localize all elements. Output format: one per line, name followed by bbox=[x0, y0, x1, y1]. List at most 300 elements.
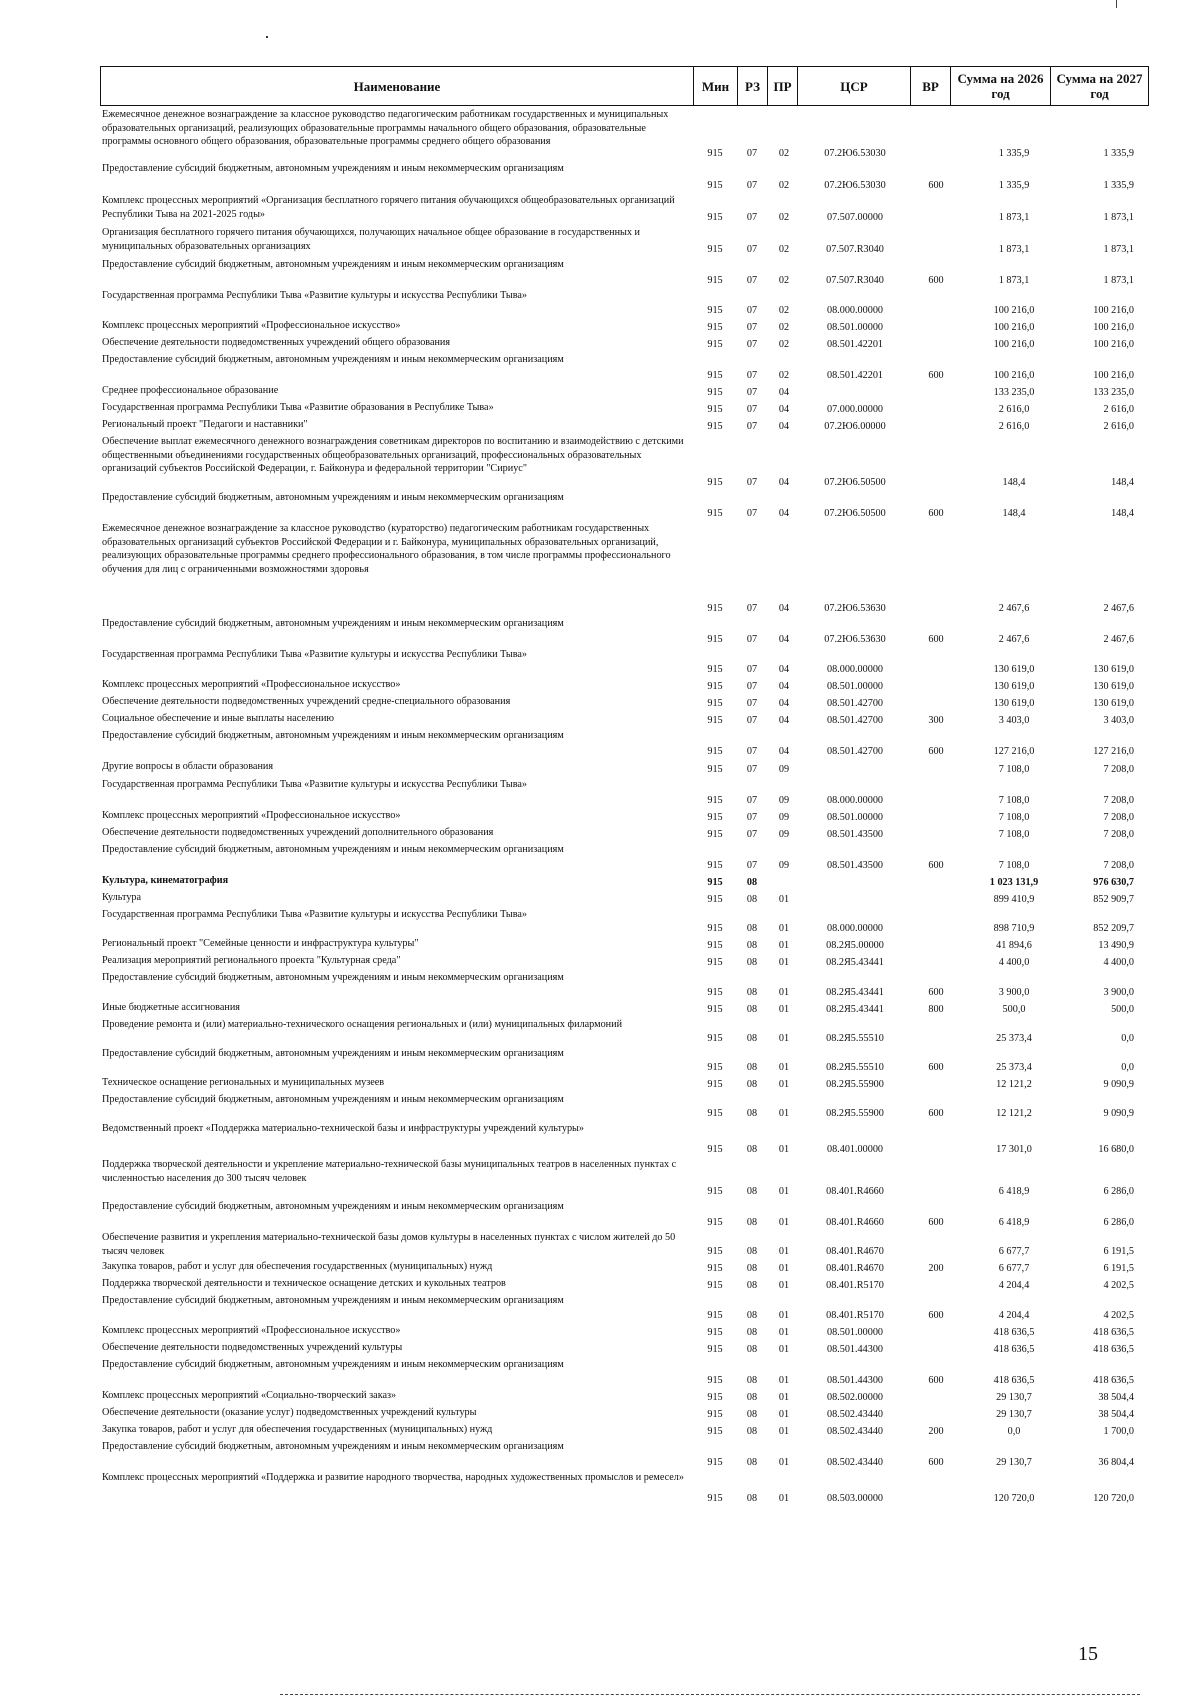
cell-rz: 08 bbox=[746, 1032, 758, 1044]
cell-s26: 12 121,2 bbox=[996, 1078, 1032, 1090]
table-row bbox=[100, 108, 1148, 162]
cell-pr: 09 bbox=[778, 811, 790, 823]
cell-name: Предоставление субсидий бюджетным, автономным учреждениям и иным некоммерческим организациям bbox=[102, 1295, 564, 1306]
table-row bbox=[100, 226, 1148, 258]
cell-rz: 08 bbox=[746, 956, 758, 968]
table-row bbox=[100, 1294, 1148, 1324]
table-row bbox=[100, 1440, 1148, 1471]
cell-pr: 09 bbox=[778, 828, 790, 840]
cell-rz: 07 bbox=[746, 745, 758, 757]
cell-min: 915 bbox=[707, 1143, 723, 1155]
cell-min: 915 bbox=[707, 794, 723, 806]
cell-s27: 7 208,0 bbox=[1103, 828, 1134, 840]
cell-rz: 08 bbox=[746, 893, 758, 905]
cell-min: 915 bbox=[707, 1078, 723, 1090]
cell-s26: 12 121,2 bbox=[996, 1107, 1032, 1119]
cell-s26: 7 108,0 bbox=[998, 811, 1030, 823]
cell-name: Обеспечение деятельности подведомственных учреждений общего образования bbox=[102, 337, 451, 348]
cell-s27: 4 400,0 bbox=[1103, 956, 1134, 968]
table-row bbox=[100, 1423, 1148, 1440]
table-row bbox=[100, 908, 1148, 937]
cell-s27: 36 804,4 bbox=[1098, 1456, 1134, 1468]
table-row bbox=[100, 435, 1148, 491]
cell-name: Комплекс процессных мероприятий «Профессиональное искусство» bbox=[102, 810, 401, 821]
table-body bbox=[100, 108, 1148, 1507]
table-row bbox=[100, 760, 1148, 778]
table-row bbox=[100, 695, 1148, 712]
cell-pr: 02 bbox=[778, 304, 790, 316]
cell-min: 915 bbox=[707, 274, 723, 286]
cell-s27: 148,4 bbox=[1111, 507, 1134, 519]
cell-vr: 600 bbox=[928, 1216, 944, 1228]
cell-csr: 08.502.43440 bbox=[826, 1425, 884, 1437]
cell-s26: 25 373,4 bbox=[996, 1061, 1032, 1073]
cell-csr: 08.2Я5.55510 bbox=[826, 1061, 884, 1073]
cell-s27: 2 616,0 bbox=[1103, 420, 1134, 432]
table-row bbox=[100, 729, 1148, 760]
table-row bbox=[100, 1122, 1148, 1158]
cell-s26: 2 467,6 bbox=[998, 633, 1030, 645]
cell-rz: 08 bbox=[746, 1425, 758, 1437]
cell-csr: 08.501.42700 bbox=[826, 745, 884, 757]
header-vr: ВР bbox=[911, 67, 951, 106]
cell-vr: 600 bbox=[928, 1456, 944, 1468]
cell-csr: 08.502.43440 bbox=[826, 1456, 884, 1468]
cell-s27: 6 286,0 bbox=[1103, 1185, 1134, 1197]
cell-s27: 100 216,0 bbox=[1093, 338, 1134, 350]
cell-rz: 08 bbox=[746, 1456, 758, 1468]
cell-s27: 100 216,0 bbox=[1093, 369, 1134, 381]
cell-pr: 01 bbox=[778, 893, 790, 905]
table-row bbox=[100, 874, 1148, 891]
cell-vr: 800 bbox=[928, 1003, 944, 1015]
cell-min: 915 bbox=[707, 859, 723, 871]
cell-rz: 08 bbox=[746, 1078, 758, 1090]
cell-min: 915 bbox=[707, 1061, 723, 1073]
cell-s27: 127 216,0 bbox=[1093, 745, 1134, 757]
cell-min: 915 bbox=[707, 811, 723, 823]
cell-rz: 07 bbox=[746, 179, 758, 191]
cell-csr: 08.501.43500 bbox=[826, 828, 884, 840]
cell-min: 915 bbox=[707, 763, 723, 775]
cell-pr: 01 bbox=[778, 1107, 790, 1119]
table-row bbox=[100, 522, 1148, 617]
cell-s26: 120 720,0 bbox=[993, 1492, 1035, 1504]
cell-name: Предоставление субсидий бюджетным, автономным учреждениям и иным некоммерческим организациям bbox=[102, 618, 564, 629]
cell-pr: 01 bbox=[778, 1425, 790, 1437]
cell-s27: 852 909,7 bbox=[1093, 893, 1134, 905]
cell-rz: 08 bbox=[746, 1279, 758, 1291]
cell-name: Предоставление субсидий бюджетным, автономным учреждениям и иным некоммерческим организациям bbox=[102, 354, 564, 365]
table-row bbox=[100, 1389, 1148, 1406]
cell-s26: 1 873,1 bbox=[998, 274, 1030, 286]
cell-vr: 600 bbox=[928, 745, 944, 757]
cell-rz: 07 bbox=[746, 828, 758, 840]
cell-s27: 120 720,0 bbox=[1093, 1492, 1134, 1504]
cell-csr: 07.507.00000 bbox=[826, 211, 884, 223]
cell-s27: 1 873,1 bbox=[1103, 211, 1134, 223]
table-row bbox=[100, 1093, 1148, 1122]
cell-rz: 07 bbox=[746, 338, 758, 350]
cell-pr: 01 bbox=[778, 1391, 790, 1403]
cell-rz: 07 bbox=[746, 243, 758, 255]
cell-pr: 04 bbox=[778, 663, 790, 675]
cell-min: 915 bbox=[707, 386, 723, 398]
cell-rz: 07 bbox=[746, 420, 758, 432]
table-row bbox=[100, 418, 1148, 435]
cell-rz: 07 bbox=[746, 811, 758, 823]
cell-csr: 08.2Я5.55510 bbox=[826, 1032, 884, 1044]
cell-name: Комплекс процессных мероприятий «Поддержка и развитие народного творчества, народных художественных промыслов и ремесел» bbox=[102, 1472, 684, 1483]
cell-min: 915 bbox=[707, 321, 723, 333]
table-row bbox=[100, 809, 1148, 826]
cell-min: 915 bbox=[707, 745, 723, 757]
cell-min: 915 bbox=[707, 403, 723, 415]
cell-min: 915 bbox=[707, 1425, 723, 1437]
cell-s26: 100 216,0 bbox=[993, 338, 1035, 350]
cell-min: 915 bbox=[707, 1245, 723, 1257]
cell-min: 915 bbox=[707, 633, 723, 645]
cell-s26: 1 873,1 bbox=[998, 243, 1030, 255]
cell-rz: 07 bbox=[746, 602, 758, 614]
cell-csr: 08.501.42201 bbox=[826, 369, 884, 381]
cell-s26: 1 873,1 bbox=[998, 211, 1030, 223]
cell-csr: 08.401.R4670 bbox=[826, 1245, 884, 1257]
cell-min: 915 bbox=[707, 602, 723, 614]
table-row bbox=[100, 194, 1148, 226]
cell-s27: 38 504,4 bbox=[1098, 1391, 1134, 1403]
cell-pr: 04 bbox=[778, 602, 790, 614]
cell-csr: 07.2Ю6.53030 bbox=[824, 147, 886, 159]
cell-csr: 08.000.00000 bbox=[826, 304, 884, 316]
cell-name: Государственная программа Республики Тыва «Развитие культуры и искусства Республики Тыва» bbox=[102, 779, 528, 790]
cell-s26: 148,4 bbox=[1002, 476, 1026, 488]
cell-name: Ежемесячное денежное вознаграждение за классное руководство (кураторство) педагогическим работникам государственных образовательных организаций субъектов Российской Федерации и г. Байконура, муниципальных образовательных организаций, реализующих образовательные программы среднего профессионального образования, в том числе программы профессионального обучения для лиц с ограниченными возможностями здоровья bbox=[102, 523, 671, 575]
table-header bbox=[100, 66, 1148, 106]
table-row bbox=[100, 258, 1148, 289]
table-row bbox=[100, 1047, 1148, 1076]
cell-csr: 08.000.00000 bbox=[826, 663, 884, 675]
cell-name: Ежемесячное денежное вознаграждение за классное руководство педагогическим работникам государственных и муниципальных образовательных организаций, реализующих образовательные программы начального общего образования, образовательные программы основного общего образования, образовательные программы среднего общего образования bbox=[102, 109, 669, 147]
cell-rz: 08 bbox=[746, 1262, 758, 1274]
cell-rz: 07 bbox=[746, 274, 758, 286]
cell-rz: 07 bbox=[746, 697, 758, 709]
cell-min: 915 bbox=[707, 243, 723, 255]
cell-vr: 200 bbox=[928, 1425, 944, 1437]
cell-rz: 08 bbox=[746, 939, 758, 951]
cell-rz: 08 bbox=[746, 1143, 758, 1155]
cell-rz: 07 bbox=[746, 321, 758, 333]
table-row bbox=[100, 954, 1148, 971]
cell-min: 915 bbox=[707, 697, 723, 709]
cell-pr: 01 bbox=[778, 1456, 790, 1468]
cell-pr: 02 bbox=[778, 274, 790, 286]
cell-s27: 130 619,0 bbox=[1093, 680, 1134, 692]
cell-min: 915 bbox=[707, 304, 723, 316]
cell-pr: 04 bbox=[778, 476, 790, 488]
cell-csr: 07.2Ю6.50500 bbox=[824, 507, 886, 519]
cell-pr: 02 bbox=[778, 338, 790, 350]
cell-rz: 08 bbox=[746, 1326, 758, 1338]
cell-rz: 07 bbox=[746, 403, 758, 415]
cell-name: Региональный проект "Семейные ценности и инфраструктура культуры" bbox=[102, 938, 419, 949]
cell-s27: 3 900,0 bbox=[1103, 986, 1134, 998]
cell-s27: 500,0 bbox=[1111, 1003, 1134, 1015]
cell-vr: 600 bbox=[928, 633, 944, 645]
cell-name: Закупка товаров, работ и услуг для обеспечения государственных (муниципальных) нужд bbox=[102, 1424, 493, 1435]
cell-min: 915 bbox=[707, 1492, 723, 1504]
cell-name: Обеспечение развития и укрепления материально-технической базы домов культуры в населенных пунктах с числом жителей до 50 тысяч человек bbox=[102, 1232, 676, 1257]
cell-min: 915 bbox=[707, 179, 723, 191]
cell-min: 915 bbox=[707, 1279, 723, 1291]
cell-min: 915 bbox=[707, 1107, 723, 1119]
cell-pr: 02 bbox=[778, 321, 790, 333]
cell-csr: 07.2Ю6.00000 bbox=[824, 420, 886, 432]
cell-rz: 07 bbox=[746, 794, 758, 806]
cell-name: Комплекс процессных мероприятий «Профессиональное искусство» bbox=[102, 1325, 401, 1336]
cell-rz: 07 bbox=[746, 763, 758, 775]
scan-dot bbox=[266, 36, 268, 38]
cell-pr: 04 bbox=[778, 745, 790, 757]
cell-min: 915 bbox=[707, 1216, 723, 1228]
cell-rz: 08 bbox=[746, 986, 758, 998]
cell-s26: 100 216,0 bbox=[993, 369, 1035, 381]
cell-pr: 09 bbox=[778, 763, 790, 775]
cell-s27: 130 619,0 bbox=[1093, 663, 1134, 675]
cell-name: Комплекс процессных мероприятий «Профессиональное искусство» bbox=[102, 320, 401, 331]
cell-min: 915 bbox=[707, 1326, 723, 1338]
cell-rz: 08 bbox=[746, 1185, 758, 1197]
cell-min: 915 bbox=[707, 922, 723, 934]
cell-name: Государственная программа Республики Тыва «Развитие образования в Республике Тыва» bbox=[102, 402, 494, 413]
cell-s26: 899 410,9 bbox=[993, 893, 1035, 905]
cell-pr: 09 bbox=[778, 859, 790, 871]
table-row bbox=[100, 1324, 1148, 1341]
cell-min: 915 bbox=[707, 369, 723, 381]
cell-csr: 07.2Ю6.53630 bbox=[824, 602, 886, 614]
cell-min: 915 bbox=[707, 1456, 723, 1468]
cell-s26: 17 301,0 bbox=[996, 1143, 1032, 1155]
cell-csr: 08.401.R4670 bbox=[826, 1262, 884, 1274]
cell-vr: 600 bbox=[928, 507, 944, 519]
cell-name: Среднее профессиональное образование bbox=[102, 385, 279, 396]
table-row bbox=[100, 1471, 1148, 1507]
cell-name: Поддержка творческой деятельности и техническое оснащение детских и кукольных театров bbox=[102, 1278, 506, 1289]
cell-csr: 08.502.43440 bbox=[826, 1408, 884, 1420]
cell-name: Государственная программа Республики Тыва «Развитие культуры и искусства Республики Тыва» bbox=[102, 290, 528, 301]
cell-s26: 29 130,7 bbox=[996, 1391, 1032, 1403]
cell-s27: 1 335,9 bbox=[1103, 179, 1134, 191]
cell-name: Обеспечение деятельности подведомственных учреждений средне-специального образования bbox=[102, 696, 511, 707]
cell-csr: 08.501.42700 bbox=[826, 697, 884, 709]
cell-name: Предоставление субсидий бюджетным, автономным учреждениям и иным некоммерческим организациям bbox=[102, 730, 564, 741]
table-row bbox=[100, 1018, 1148, 1047]
cell-rz: 08 bbox=[746, 1107, 758, 1119]
cell-min: 915 bbox=[707, 211, 723, 223]
cell-pr: 02 bbox=[778, 369, 790, 381]
cell-pr: 02 bbox=[778, 211, 790, 223]
cell-name: Комплекс процессных мероприятий «Профессиональное искусство» bbox=[102, 679, 401, 690]
cell-name: Предоставление субсидий бюджетным, автономным учреждениям и иным некоммерческим организациям bbox=[102, 1441, 564, 1452]
cell-name: Предоставление субсидий бюджетным, автономным учреждениям и иным некоммерческим организациям bbox=[102, 1201, 564, 1212]
cell-min: 915 bbox=[707, 1391, 723, 1403]
cell-csr: 08.501.42201 bbox=[826, 338, 884, 350]
cell-name: Предоставление субсидий бюджетным, автономным учреждениям и иным некоммерческим организациям bbox=[102, 1094, 564, 1105]
cell-name: Иные бюджетные ассигнования bbox=[102, 1002, 240, 1013]
cell-csr: 07.000.00000 bbox=[826, 403, 884, 415]
cell-csr: 08.501.43500 bbox=[826, 859, 884, 871]
table-row bbox=[100, 1158, 1148, 1200]
table-row bbox=[100, 1277, 1148, 1294]
cell-s26: 1 335,9 bbox=[998, 147, 1030, 159]
cell-rz: 07 bbox=[746, 633, 758, 645]
cell-csr: 07.507.R3040 bbox=[826, 274, 884, 286]
cell-csr: 08.501.42700 bbox=[826, 714, 884, 726]
cell-s27: 6 286,0 bbox=[1103, 1216, 1134, 1228]
cell-csr: 07.507.R3040 bbox=[826, 243, 884, 255]
cell-name: Социальное обеспечение и иные выплаты населению bbox=[102, 713, 335, 724]
cell-s26: 7 108,0 bbox=[998, 828, 1030, 840]
cell-name: Предоставление субсидий бюджетным, автономным учреждениям и иным некоммерческим организациям bbox=[102, 492, 564, 503]
cell-s27: 148,4 bbox=[1111, 476, 1134, 488]
cell-s27: 133 235,0 bbox=[1093, 386, 1134, 398]
cell-s27: 4 202,5 bbox=[1103, 1309, 1134, 1321]
cell-rz: 07 bbox=[746, 211, 758, 223]
cell-rz: 07 bbox=[746, 386, 758, 398]
page-number: 15 bbox=[1078, 1643, 1098, 1665]
cell-pr: 01 bbox=[778, 1032, 790, 1044]
cell-vr: 600 bbox=[928, 179, 944, 191]
cell-name: Другие вопросы в области образования bbox=[102, 761, 274, 772]
table-row bbox=[100, 1001, 1148, 1018]
table-row bbox=[100, 162, 1148, 194]
cell-pr: 04 bbox=[778, 403, 790, 415]
cell-name: Предоставление субсидий бюджетным, автономным учреждениям и иным некоммерческим организациям bbox=[102, 972, 564, 983]
cell-rz: 07 bbox=[746, 476, 758, 488]
cell-pr: 01 bbox=[778, 1262, 790, 1274]
cell-rz: 08 bbox=[746, 1343, 758, 1355]
cell-s26: 7 108,0 bbox=[998, 763, 1030, 775]
cell-name: Комплекс процессных мероприятий «Социально-творческий заказ» bbox=[102, 1390, 397, 1401]
cell-csr: 08.501.00000 bbox=[826, 811, 884, 823]
cell-csr: 08.000.00000 bbox=[826, 794, 884, 806]
cell-min: 915 bbox=[707, 1408, 723, 1420]
cell-pr: 04 bbox=[778, 633, 790, 645]
header-sum-2026: Сумма на 2026 год bbox=[951, 67, 1051, 106]
cell-name: Предоставление субсидий бюджетным, автономным учреждениям и иным некоммерческим организациям bbox=[102, 259, 564, 270]
cell-name: Культура, кинематография bbox=[102, 875, 229, 886]
cell-s26: 100 216,0 bbox=[993, 304, 1035, 316]
header-rz: РЗ bbox=[738, 67, 768, 106]
cell-s26: 7 108,0 bbox=[998, 859, 1030, 871]
cell-name: Техническое оснащение региональных и муниципальных музеев bbox=[102, 1077, 385, 1088]
cell-s27: 9 090,9 bbox=[1103, 1078, 1134, 1090]
table-row bbox=[100, 971, 1148, 1001]
table-row bbox=[100, 617, 1148, 648]
cell-csr: 08.2Я5.43441 bbox=[826, 956, 884, 968]
table-row bbox=[100, 826, 1148, 843]
cell-vr: 600 bbox=[928, 859, 944, 871]
cell-min: 915 bbox=[707, 1374, 723, 1386]
cell-s27: 4 202,5 bbox=[1103, 1279, 1134, 1291]
cell-pr: 04 bbox=[778, 714, 790, 726]
cell-min: 915 bbox=[707, 147, 723, 159]
cell-s26: 4 204,4 bbox=[998, 1279, 1030, 1291]
cell-name: Предоставление субсидий бюджетным, автономным учреждениям и иным некоммерческим организациям bbox=[102, 1048, 564, 1059]
cell-s26: 418 636,5 bbox=[993, 1326, 1035, 1338]
cell-rz: 08 bbox=[746, 1003, 758, 1015]
cell-csr: 08.501.00000 bbox=[826, 1326, 884, 1338]
cell-csr: 07.2Ю6.53030 bbox=[824, 179, 886, 191]
table-row bbox=[100, 1341, 1148, 1358]
cell-s26: 6 677,7 bbox=[998, 1262, 1030, 1274]
cell-min: 915 bbox=[707, 1185, 723, 1197]
cell-name: Предоставление субсидий бюджетным, автономным учреждениям и иным некоммерческим организациям bbox=[102, 1359, 564, 1370]
cell-pr: 04 bbox=[778, 386, 790, 398]
cell-min: 915 bbox=[707, 1309, 723, 1321]
cell-min: 915 bbox=[707, 476, 723, 488]
header-min: Мин bbox=[694, 67, 738, 106]
cell-rz: 07 bbox=[746, 714, 758, 726]
cell-min: 915 bbox=[707, 828, 723, 840]
cell-vr: 600 bbox=[928, 1309, 944, 1321]
cell-pr: 01 bbox=[778, 1309, 790, 1321]
cell-min: 915 bbox=[707, 507, 723, 519]
cell-s27: 852 209,7 bbox=[1093, 922, 1134, 934]
table-row bbox=[100, 336, 1148, 353]
cell-pr: 01 bbox=[778, 956, 790, 968]
table-row bbox=[100, 491, 1148, 522]
table-row bbox=[100, 1358, 1148, 1389]
cell-s26: 1 335,9 bbox=[998, 179, 1030, 191]
cell-rz: 08 bbox=[746, 1408, 758, 1420]
cell-vr: 600 bbox=[928, 1107, 944, 1119]
cell-pr: 02 bbox=[778, 147, 790, 159]
cell-s27: 418 636,5 bbox=[1093, 1343, 1134, 1355]
cell-s26: 7 108,0 bbox=[998, 794, 1030, 806]
cell-csr: 08.501.44300 bbox=[826, 1343, 884, 1355]
table-row bbox=[100, 384, 1148, 401]
cell-s27: 2 467,6 bbox=[1103, 633, 1134, 645]
cell-s27: 0,0 bbox=[1121, 1032, 1134, 1044]
cell-csr: 08.2Я5.00000 bbox=[826, 939, 884, 951]
cell-vr: 600 bbox=[928, 369, 944, 381]
cell-name: Реализация мероприятий регионального проекта "Культурная среда" bbox=[102, 955, 401, 966]
cell-pr: 04 bbox=[778, 420, 790, 432]
cell-s26: 130 619,0 bbox=[993, 663, 1035, 675]
cell-s27: 9 090,9 bbox=[1103, 1107, 1134, 1119]
cell-csr: 08.401.R5170 bbox=[826, 1279, 884, 1291]
cell-name: Ведомственный проект «Поддержка материально-технической базы и инфраструктуры учреждений культуры» bbox=[102, 1123, 584, 1134]
cell-rz: 07 bbox=[746, 859, 758, 871]
table-row bbox=[100, 678, 1148, 695]
cell-vr: 600 bbox=[928, 1374, 944, 1386]
cell-name: Обеспечение выплат ежемесячного денежного вознаграждения советникам директоров по воспитанию и взаимодействию с детскими общественными объединениями государственных общеобразовательных организаций, профессиональных образовательных организаций субъектов Российской Федерации, г. Байконура и федеральной территории "Сириус" bbox=[102, 436, 684, 474]
cell-min: 915 bbox=[707, 893, 723, 905]
header-csr: ЦСР bbox=[798, 67, 911, 106]
cell-csr: 08.501.44300 bbox=[826, 1374, 884, 1386]
header-name: Наименование bbox=[101, 67, 694, 106]
cell-s26: 127 216,0 bbox=[993, 745, 1035, 757]
cell-s27: 100 216,0 bbox=[1093, 304, 1134, 316]
cell-vr: 200 bbox=[928, 1262, 944, 1274]
header-sum-2027: Сумма на 2027 год bbox=[1051, 67, 1149, 106]
cell-s27: 100 216,0 bbox=[1093, 321, 1134, 333]
cell-s26: 2 616,0 bbox=[998, 420, 1030, 432]
table-row bbox=[100, 937, 1148, 954]
cell-name: Комплекс процессных мероприятий «Организация бесплатного горячего питания обучающихся общеобразовательных организаций Республики Тыва на 2021-2025 годы» bbox=[102, 195, 675, 220]
cell-s27: 130 619,0 bbox=[1093, 697, 1134, 709]
